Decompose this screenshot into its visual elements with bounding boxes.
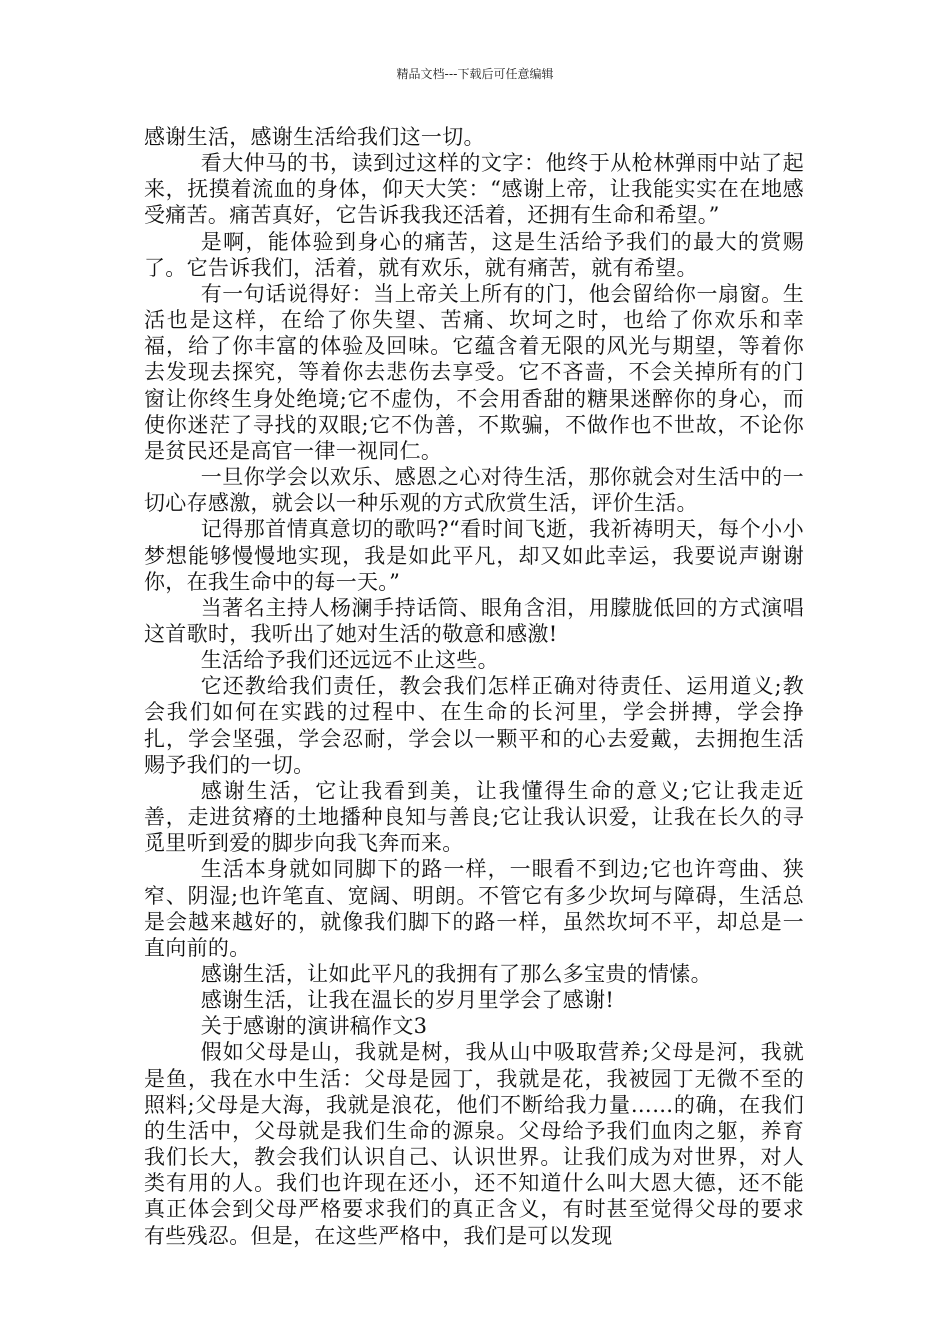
paragraph: 它还教给我们责任，教会我们怎样正确对待责任、运用道义;教会我们如何在实践的过程中、在生命的长河里，学会拼搏，学会挣扎，学会坚强，学会忍耐，学会以一颗平和的心去爱戴，去拥抱生活赐予我们的一切。 — [144, 674, 804, 777]
paragraph: 生活给予我们还远远不止这些。 — [200, 648, 499, 673]
paragraph: 生活本身就如同脚下的路一样，一眼看不到边;它也许弯曲、狭窄、阴湿;也许笔直、宽阔、明朗。不管它有多少坎坷与障碍，生活总是会越来越好的，就像我们脚下的路一样，虽然坎坷不平，却总是一直向前的。 — [144, 857, 804, 960]
document-body — [144, 124, 804, 1249]
paragraph: 感谢生活，感谢生活给我们这一切。 — [144, 125, 485, 149]
paragraph: 看大仲马的书，读到过这样的文字：他终于从枪林弹雨中站了起来，抚摸着流血的身体，仰天大笑：“感谢上帝，让我能实实在在地感受痛苦。痛苦真好，它告诉我我还活着，还拥有生命和希望。” — [144, 151, 804, 228]
paragraph: 记得那首情真意切的歌吗?“看时间飞逝，我祈祷明天，每个小小梦想能够慢慢地实现，我是如此平凡，却又如此幸运，我要说声谢谢你，在我生命中的每一天。” — [144, 517, 804, 594]
paragraph: 假如父母是山，我就是树，我从山中吸取营养;父母是河，我就是鱼，我在水中生活：父母是园丁，我就是花，我被园丁无微不至的照料;父母是大海，我就是浪花，他们不断给我力量……的确，在我们的生活中，父母就是我们生命的源泉。父母给予我们血肉之躯，养育我们长大，教会我们认识自己、认识世界。让我们成为对世界，对人类有用的人。我们也许现在还小，还不知道什么叫大恩大德，还不能真正体会到父母严格要求我们的真正含义，有时甚至觉得父母的要求有些残忍。但是，在这些严格中，我们是可以发现 — [144, 1040, 804, 1248]
paragraph: 有一句话说得好：当上帝关上所有的门，他会留给你一扇窗。生活也是这样，在给了你失望、苦痛、坎坷之时，也给了你欢乐和幸福，给了你丰富的体验及回味。它蕴含着无限的风光与期望，等着你去发现去探究，等着你去悲伤去享受。它不吝啬，不会关掉所有的门窗让你终生身处绝境;它不虚伪，不会用香甜的糖果迷醉你的身心，而使你迷茫了寻找的双眼;它不伪善，不欺骗，不做作也不世故，不论你是贫民还是高官一律一视同仁。 — [144, 281, 804, 463]
paragraph: 感谢生活，它让我看到美，让我懂得生命的意义;它让我走近善，走进贫瘠的土地播种良知与善良;它让我认识爱，让我在长久的寻觅里听到爱的脚步向我飞奔而来。 — [144, 778, 804, 856]
paragraph: 一旦你学会以欢乐、感恩之心对待生活，那你就会对生活中的一切心存感激，就会以一种乐观的方式欣赏生活，评价生活。 — [144, 465, 804, 516]
section-heading: 关于感谢的演讲稿作文3 — [200, 1014, 428, 1039]
paragraph: 是啊，能体验到身心的痛苦，这是生活给予我们的最大的赏赐了。它告诉我们，活着，就有欢乐，就有痛苦，就有希望。 — [144, 229, 804, 280]
page-header: 精品文档---下载后可任意编辑 — [396, 67, 554, 81]
paragraph: 感谢生活，让如此平凡的我拥有了那么多宝贵的情愫。 — [200, 962, 712, 986]
paragraph: 感谢生活，让我在温长的岁月里学会了感谢! — [200, 988, 615, 1013]
paragraph: 当著名主持人杨澜手持话筒、眼角含泪，用朦胧低回的方式演唱这首歌时，我听出了她对生活的敬意和感激! — [144, 595, 804, 646]
